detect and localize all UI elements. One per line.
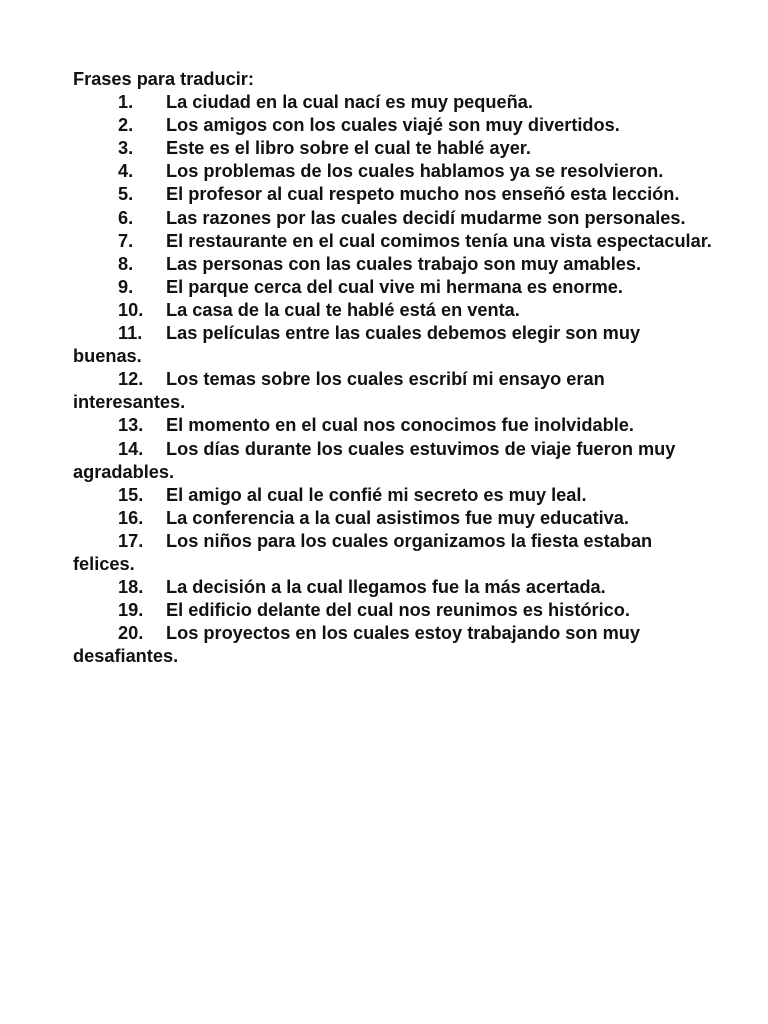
list-item — [73, 438, 713, 484]
item-number: 17. — [118, 530, 144, 551]
list-item — [73, 599, 713, 622]
item-text: La decisión a la cual llegamos fue la más acertada. — [166, 577, 606, 598]
list-item — [73, 183, 713, 206]
item-text: Los temas sobre los cuales escribí mi ensayo eran interesantes. — [73, 369, 605, 413]
item-text: La casa de la cual te hablé está en venta. — [166, 299, 520, 320]
item-text: El restaurante en el cual comimos tenía una vista espectacular. — [166, 230, 712, 251]
list-item — [73, 322, 713, 368]
item-number: 10. — [118, 299, 144, 320]
item-number: 4. — [118, 161, 134, 182]
item-number: 9. — [118, 276, 134, 297]
item-text: El momento en el cual nos conocimos fue inolvidable. — [166, 415, 634, 436]
item-text: Las personas con las cuales trabajo son muy amables. — [166, 253, 642, 274]
item-text: Este es el libro sobre el cual te hablé ayer. — [166, 138, 531, 159]
item-text: El profesor al cual respeto mucho nos enseñó esta lección. — [166, 184, 680, 205]
list-item — [73, 576, 713, 599]
item-number: 1. — [118, 92, 134, 113]
list-item — [73, 230, 713, 253]
item-text: Las razones por las cuales decidí mudarme son personales. — [166, 207, 686, 228]
document-page — [73, 68, 713, 668]
item-number: 8. — [118, 253, 134, 274]
item-text: Los amigos con los cuales viajé son muy divertidos. — [166, 115, 620, 136]
list-item — [73, 530, 713, 576]
item-text: Los niños para los cuales organizamos la fiesta estaban felices. — [73, 530, 653, 574]
item-text: La ciudad en la cual nací es muy pequeña. — [166, 92, 533, 113]
list-item — [73, 160, 713, 183]
list-item — [73, 299, 713, 322]
item-number: 7. — [118, 230, 134, 251]
list-item — [73, 414, 713, 437]
list-item — [73, 368, 713, 414]
item-number: 6. — [118, 207, 134, 228]
item-number: 5. — [118, 184, 134, 205]
list-item — [73, 622, 713, 668]
list-item — [73, 114, 713, 137]
item-number: 16. — [118, 507, 144, 528]
item-text: Las películas entre las cuales debemos elegir son muy buenas. — [73, 323, 641, 367]
item-number: 3. — [118, 138, 134, 159]
item-text: El amigo al cual le confié mi secreto es muy leal. — [166, 484, 587, 505]
item-text: Los problemas de los cuales hablamos ya se resolvieron. — [166, 161, 664, 182]
item-text: Los días durante los cuales estuvimos de viaje fueron muy agradables. — [73, 438, 676, 482]
item-number: 11. — [118, 323, 143, 344]
item-number: 19. — [118, 600, 144, 621]
item-number: 20. — [118, 623, 144, 644]
document-title: Frases para traducir: — [73, 69, 254, 89]
list-item — [73, 207, 713, 230]
item-text: Los proyectos en los cuales estoy trabajando son muy desafiantes. — [73, 623, 641, 667]
sentence-list — [73, 91, 713, 668]
list-item — [73, 137, 713, 160]
item-number: 13. — [118, 415, 144, 436]
item-number: 2. — [118, 115, 134, 136]
item-text: La conferencia a la cual asistimos fue muy educativa. — [166, 507, 629, 528]
item-number: 14. — [118, 438, 144, 459]
list-item — [73, 507, 713, 530]
item-number: 12. — [118, 369, 144, 390]
item-number: 15. — [118, 484, 144, 505]
list-item — [73, 484, 713, 507]
item-number: 18. — [118, 577, 144, 598]
list-item — [73, 276, 713, 299]
list-item — [73, 91, 713, 114]
item-text: El edificio delante del cual nos reunimos es histórico. — [166, 600, 630, 621]
list-item — [73, 253, 713, 276]
item-text: El parque cerca del cual vive mi hermana es enorme. — [166, 276, 623, 297]
